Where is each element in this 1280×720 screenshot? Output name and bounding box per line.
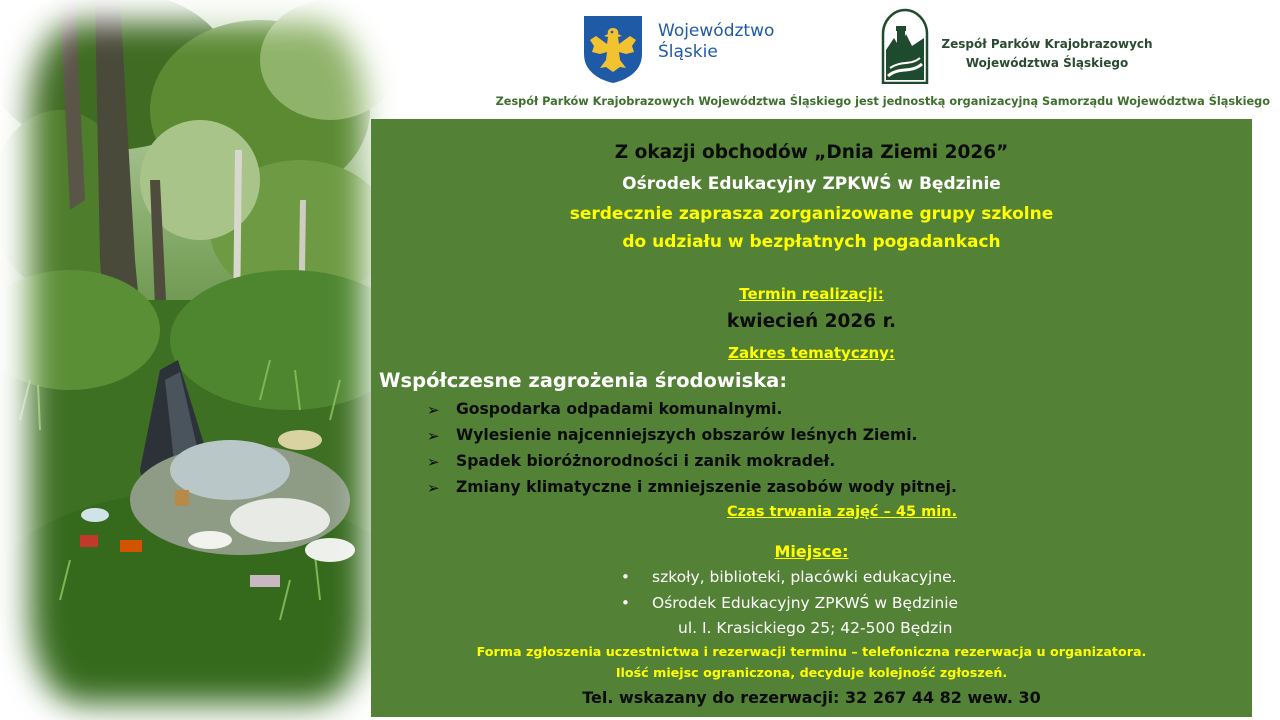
place-label: Miejsce: bbox=[774, 542, 849, 561]
forest-litter-photo bbox=[0, 0, 400, 720]
capacity-note: Ilość miejsc ograniczona, decyduje kolejność zgłoszeń. bbox=[615, 665, 1008, 680]
place-item: szkoły, biblioteki, placówki edukacyjne. bbox=[652, 568, 957, 586]
topic-item: Zmiany klimatyczne i zmniejszenie zasobów wody pitnej. bbox=[456, 478, 957, 496]
announcement-panel bbox=[371, 119, 1252, 717]
topic-item: Spadek bioróżnorodności i zanik mokradeł. bbox=[456, 452, 836, 470]
registration-note: Forma zgłoszenia uczestnictwa i rezerwacji terminu – telefoniczna rezerwacja u organizatora. bbox=[476, 644, 1147, 659]
logo-line-2: Śląskie bbox=[658, 42, 718, 62]
logo-line-1: Zespół Parków Krajobrazowych bbox=[941, 37, 1153, 51]
arrow-bullet-icon: ➢ bbox=[427, 479, 440, 497]
topic-heading: Współczesne zagrożenia środowiska: bbox=[379, 369, 788, 392]
organizer-name: Ośrodek Edukacyjny ZPKWŚ w Będzinie bbox=[622, 174, 1001, 194]
invitation-line-1: serdecznie zaprasza zorganizowane grupy szkolne bbox=[569, 204, 1054, 224]
zespol-parkow-wordmark bbox=[936, 35, 1158, 73]
eagle-shield-icon bbox=[582, 14, 644, 84]
topic-item: Gospodarka odpadami komunalnymi. bbox=[456, 400, 783, 418]
bullet-dot-icon: • bbox=[621, 568, 630, 586]
zespol-parkow-logo bbox=[880, 8, 1170, 88]
arrow-bullet-icon: ➢ bbox=[427, 453, 440, 471]
event-title: Z okazji obchodów „Dnia Ziemi 2026” bbox=[614, 142, 1009, 163]
wojewodztwo-slaskie-wordmark bbox=[658, 21, 774, 63]
wojewodztwo-slaskie-logo bbox=[582, 14, 812, 84]
logo-line-1: Województwo bbox=[658, 21, 775, 41]
address: ul. I. Krasickiego 25; 42-500 Będzin bbox=[678, 619, 953, 637]
invitation-line-2: do udziału w bezpłatnych pogadankach bbox=[622, 232, 1001, 252]
arrow-bullet-icon: ➢ bbox=[427, 401, 440, 419]
logo-line-2: Województwa Śląskiego bbox=[965, 56, 1129, 70]
topic-item: Wylesienie najcenniejszych obszarów leśnych Ziemi. bbox=[456, 426, 918, 444]
term-label: Termin realizacji: bbox=[739, 285, 884, 303]
scope-label: Zakres tematyczny: bbox=[728, 344, 895, 362]
place-item: Ośrodek Edukacyjny ZPKWŚ w Będzinie bbox=[652, 594, 959, 612]
bullet-dot-icon: • bbox=[621, 594, 630, 612]
term-value: kwiecień 2026 r. bbox=[726, 311, 897, 332]
reservation-phone: Tel. wskazany do rezerwacji: 32 267 44 82 wew. 30 bbox=[582, 688, 1041, 707]
park-landscape-icon bbox=[880, 8, 930, 84]
duration: Czas trwania zajęć – 45 min. bbox=[726, 504, 958, 520]
organization-note: Zespół Parków Krajobrazowych Województwa Śląskiego jest jednostką organizacyjną Samorządu Województwa Śląskiego bbox=[495, 95, 1270, 108]
arrow-bullet-icon: ➢ bbox=[427, 427, 440, 445]
